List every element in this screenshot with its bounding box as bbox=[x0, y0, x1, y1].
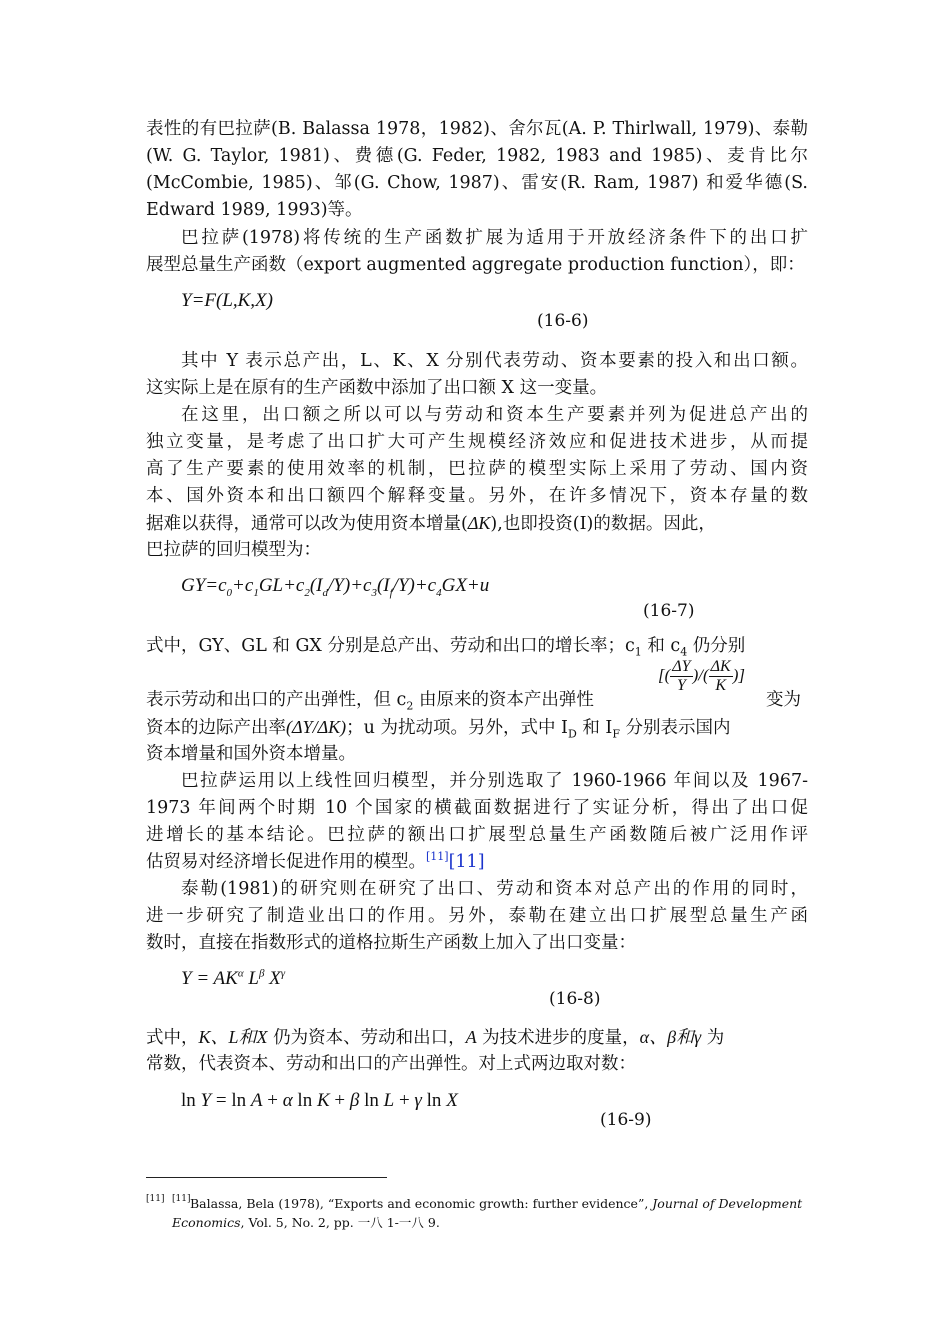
paragraph-4-line-3: 高了生产要素的使用效率的机制，巴拉萨的模型实际上采用了劳动、国内资 bbox=[146, 459, 808, 479]
paragraph-2-line-1: 巴拉萨(1978)将传统的生产函数扩展为适用于开放经济条件下的出口扩 bbox=[181, 228, 808, 248]
equation-16-6: Y=F(L,K,X) bbox=[181, 290, 273, 311]
paragraph-6-line-1: 巴拉萨运用以上线性回归模型，并分别选取了 1960-1966 年间以及 1967- bbox=[181, 771, 808, 791]
paragraph-7-line-1: 泰勒(1981)的研究则在研究了出口、劳动和资本对总产出的作用的同时， bbox=[181, 879, 808, 899]
paragraph-4-line-2: 独立变量，是考虑了出口扩大可产生规模经济效应和促进技术进步，从而提 bbox=[146, 432, 808, 452]
equation-number-16-7: (16-7) bbox=[643, 601, 695, 621]
paragraph-5-line-3: 资本的边际产出率(ΔY/ΔK)；u 为扰动项。另外，式中 $I_D$ 和 $I_F$ 分别表示国内 bbox=[146, 717, 731, 741]
footnote-line-1: Balassa, Bela (1978), “Exports and economic growth: further evidence”, Journal of Development bbox=[190, 1196, 803, 1211]
paragraph-6-line-4: 估贸易对经济增长促进作用的模型。[11][11] bbox=[146, 850, 485, 872]
capital-output-elasticity-formula: [( $\frac{\Delta Y}{Y}$ )/( $\frac{\Delta K}{K}$ )] bbox=[658, 658, 745, 694]
paragraph-5-line-2: 表示劳动和出口的产出弹性，但 $c_2$ 由原来的资本产出弹性 bbox=[146, 690, 594, 713]
equation-16-8: $Y = AK^\alpha$ $L^\beta$ $X^\gamma$ bbox=[181, 967, 286, 989]
equation-16-7: $GY=c_0+c_1GL+c_2(I_d/Y)+c_3(I_f/Y)+c_4GX+u$ bbox=[181, 575, 490, 599]
paragraph-7-line-2: 进一步研究了制造业出口的作用。另外，泰勒在建立出口扩展型总量生产函 bbox=[146, 906, 808, 926]
paragraph-1-line-2: (W. G. Taylor, 1981)、费德(G. Feder, 1982, 1983 and 1985)、麦肯比尔 bbox=[146, 146, 808, 166]
footnote-mark: [11] bbox=[146, 1194, 165, 1204]
paragraph-4-line-1: 在这里，出口额之所以可以与劳动和资本生产要素并列为促进总产出的 bbox=[181, 405, 808, 425]
paragraph-5-line-4: 资本增量和国外资本增量。 bbox=[146, 744, 356, 764]
paragraph-5-line-1: 式中，GY、GL 和 GX 分别是总产出、劳动和出口的增长率；$c_1$ 和 $c_4$ 仍分别 bbox=[146, 636, 746, 659]
equation-number-16-6: (16-6) bbox=[537, 311, 589, 331]
paragraph-2-line-2: 展型总量生产函数（export augmented aggregate production function），即： bbox=[146, 255, 805, 275]
paragraph-4-line-4: 本、国外资本和出口额四个解释变量。另外，在许多情况下，资本存量的数 bbox=[146, 486, 808, 506]
paragraph-8-line-2: 常数，代表资本、劳动和出口的产出弹性。对上式两边取对数： bbox=[146, 1054, 636, 1074]
footnote-superscript-link[interactable]: [11] bbox=[426, 850, 449, 864]
paragraph-8-line-1: 式中，K、L和X 仍为资本、劳动和出口，A 为技术进步的度量，α、β和γ 为 bbox=[146, 1027, 725, 1048]
paragraph-3-line-1: 其中 Y 表示总产出，L、K、X 分别代表劳动、资本要素的投入和出口额。 bbox=[181, 351, 808, 371]
paragraph-4-line-6: 巴拉萨的回归模型为： bbox=[146, 540, 321, 560]
paragraph-1-line-1: 表性的有巴拉萨(B. Balassa 1978，1982)、舍尔瓦(A. P. Thirlwall, 1979)、泰勒 bbox=[146, 119, 808, 139]
paragraph-1-line-3: (McCombie, 1985)、邹(G. Chow, 1987)、雷安(R. Ram, 1987) 和爱华德(S. bbox=[146, 173, 808, 193]
equation-number-16-8: (16-8) bbox=[549, 989, 601, 1009]
paragraph-7-line-3: 数时，直接在指数形式的道格拉斯生产函数上加入了出口变量： bbox=[146, 933, 636, 953]
paragraph-6-line-3: 进增长的基本结论。巴拉萨的额出口扩展型总量生产函数随后被广泛用作评 bbox=[146, 825, 808, 845]
paragraph-6-line-2: 1973 年间两个时期 10 个国家的横截面数据进行了实证分析，得出了出口促 bbox=[146, 798, 808, 818]
footnote-line-2: Economics, Vol. 5, No. 2, pp. 一八 1-一八 9. bbox=[172, 1215, 440, 1230]
paragraph-3-line-2: 这实际上是在原有的生产函数中添加了出口额 X 这一变量。 bbox=[146, 378, 608, 398]
paragraph-4-line-5: 据难以获得，通常可以改为使用资本增量(ΔK),也即投资(I)的数据。因此， bbox=[146, 513, 716, 534]
paragraph-1-line-4: Edward 1989, 1993)等。 bbox=[146, 200, 363, 220]
footnote-mark-inline: [11] bbox=[172, 1194, 191, 1204]
citation-link[interactable]: [11] bbox=[448, 852, 485, 872]
paragraph-5-line-2-tail: 变为 bbox=[766, 690, 801, 710]
equation-number-16-9: (16-9) bbox=[600, 1110, 652, 1130]
footnote-separator bbox=[146, 1177, 387, 1178]
equation-16-9: ln Y = ln A + α ln K + β ln L + γ ln X bbox=[181, 1090, 458, 1111]
